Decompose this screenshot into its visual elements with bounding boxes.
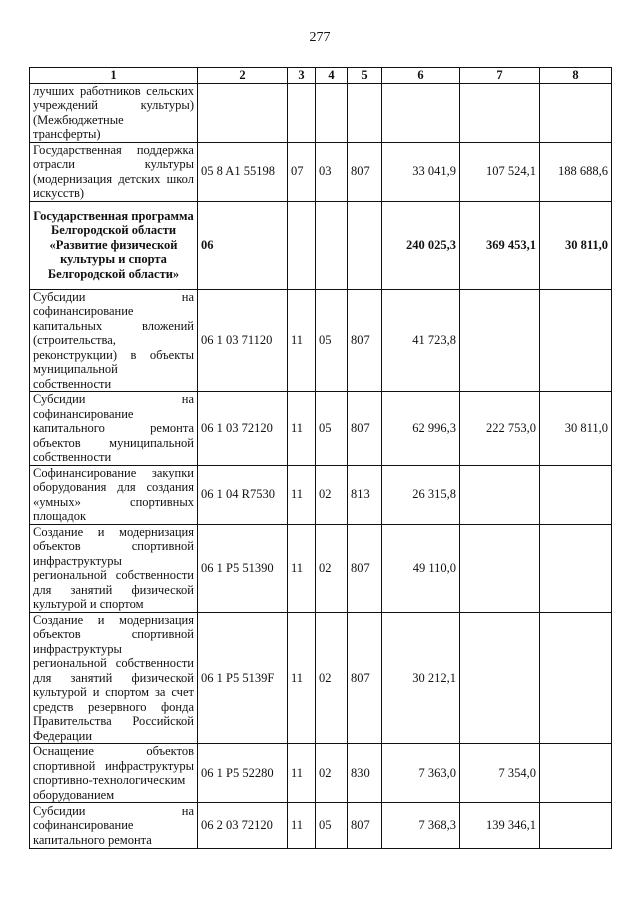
expense-type-code <box>348 83 382 142</box>
amount-col8 <box>540 744 612 803</box>
header-row <box>30 68 612 84</box>
expense-type-code: 807 <box>348 142 382 201</box>
amount-col7 <box>460 83 540 142</box>
amount-col6: 30 212,1 <box>382 612 460 744</box>
row-name: Государственная поддержка отрасли культуры (модернизация детских школ искусств) <box>30 142 198 201</box>
section-code: 11 <box>288 803 316 849</box>
column-header: 5 <box>348 68 382 84</box>
table-row <box>30 83 612 142</box>
section-code: 11 <box>288 289 316 392</box>
amount-col6: 33 041,9 <box>382 142 460 201</box>
section-code: 11 <box>288 744 316 803</box>
budget-table <box>29 67 612 849</box>
amount-col8 <box>540 465 612 524</box>
amount-col6 <box>382 83 460 142</box>
column-header: 8 <box>540 68 612 84</box>
amount-col8 <box>540 289 612 392</box>
expense-type-code: 830 <box>348 744 382 803</box>
amount-col8 <box>540 612 612 744</box>
target-code: 06 1 P5 5139F <box>198 612 288 744</box>
row-name: Оснащение объектов спортивной инфраструктуры спортивно-технологическим оборудованием <box>30 744 198 803</box>
subsection-code <box>316 83 348 142</box>
section-code: 11 <box>288 612 316 744</box>
target-code: 06 1 03 71120 <box>198 289 288 392</box>
amount-col7 <box>460 524 540 612</box>
row-name: Субсидии на софинансирование капитальных вложений (строительства, реконструкции) в объекты муниципальной собственности <box>30 289 198 392</box>
subsection-code: 03 <box>316 142 348 201</box>
table-row <box>30 289 612 392</box>
expense-type-code: 807 <box>348 612 382 744</box>
target-code: 06 1 03 72120 <box>198 392 288 466</box>
column-header: 6 <box>382 68 460 84</box>
amount-col7: 139 346,1 <box>460 803 540 849</box>
amount-col6: 26 315,8 <box>382 465 460 524</box>
row-name: Создание и модернизация объектов спортивной инфраструктуры региональной собственности для занятий физической культурой и спортом за счет средств резервного фонда Правительства Российской Федерации <box>30 612 198 744</box>
row-name: лучших работников сельских учреждений культуры) (Межбюджетные трансферты) <box>30 83 198 142</box>
row-name: Создание и модернизация объектов спортивной инфраструктуры региональной собственности для занятий физической культурой и спортом <box>30 524 198 612</box>
page-number: 277 <box>309 30 331 45</box>
table-row <box>30 392 612 466</box>
table-row <box>30 201 612 289</box>
subsection-code: 05 <box>316 803 348 849</box>
expense-type-code <box>348 201 382 289</box>
section-code: 07 <box>288 142 316 201</box>
table-row <box>30 744 612 803</box>
expense-type-code: 807 <box>348 524 382 612</box>
table-row <box>30 142 612 201</box>
amount-col8 <box>540 83 612 142</box>
amount-col6: 41 723,8 <box>382 289 460 392</box>
subsection-code: 02 <box>316 465 348 524</box>
target-code <box>198 83 288 142</box>
subsection-code: 02 <box>316 524 348 612</box>
table-row <box>30 612 612 744</box>
column-header: 1 <box>30 68 198 84</box>
target-code: 05 8 A1 55198 <box>198 142 288 201</box>
amount-col7 <box>460 612 540 744</box>
target-code: 06 1 P5 51390 <box>198 524 288 612</box>
section-code: 11 <box>288 392 316 466</box>
amount-col6: 240 025,3 <box>382 201 460 289</box>
table-row <box>30 803 612 849</box>
amount-col7: 369 453,1 <box>460 201 540 289</box>
amount-col6: 49 110,0 <box>382 524 460 612</box>
subsection-code: 05 <box>316 392 348 466</box>
column-header: 2 <box>198 68 288 84</box>
subsection-code: 02 <box>316 612 348 744</box>
amount-col7 <box>460 465 540 524</box>
row-name: Субсидии на софинансирование капитального ремонта объектов муниципальной собственности <box>30 392 198 466</box>
amount-col8 <box>540 803 612 849</box>
expense-type-code: 807 <box>348 289 382 392</box>
column-header: 7 <box>460 68 540 84</box>
amount-col8: 30 811,0 <box>540 201 612 289</box>
row-name: Софинансирование закупки оборудования для создания «умных» спортивных площадок <box>30 465 198 524</box>
amount-col6: 62 996,3 <box>382 392 460 466</box>
expense-type-code: 807 <box>348 803 382 849</box>
section-code <box>288 83 316 142</box>
target-code: 06 1 04 R7530 <box>198 465 288 524</box>
target-code: 06 1 P5 52280 <box>198 744 288 803</box>
amount-col6: 7 363,0 <box>382 744 460 803</box>
column-header: 4 <box>316 68 348 84</box>
section-code: 11 <box>288 465 316 524</box>
column-header: 3 <box>288 68 316 84</box>
amount-col8: 188 688,6 <box>540 142 612 201</box>
amount-col7: 7 354,0 <box>460 744 540 803</box>
section-code: 11 <box>288 524 316 612</box>
subsection-code: 05 <box>316 289 348 392</box>
row-name: Субсидии на софинансирование капитального ремонта <box>30 803 198 849</box>
expense-type-code: 813 <box>348 465 382 524</box>
amount-col7: 107 524,1 <box>460 142 540 201</box>
amount-col7 <box>460 289 540 392</box>
target-code: 06 2 03 72120 <box>198 803 288 849</box>
amount-col8: 30 811,0 <box>540 392 612 466</box>
section-code <box>288 201 316 289</box>
amount-col7: 222 753,0 <box>460 392 540 466</box>
amount-col6: 7 368,3 <box>382 803 460 849</box>
table-row <box>30 524 612 612</box>
subsection-code: 02 <box>316 744 348 803</box>
amount-col8 <box>540 524 612 612</box>
expense-type-code: 807 <box>348 392 382 466</box>
target-code: 06 <box>198 201 288 289</box>
row-name: Государственная программа Белгородской области «Развитие физической культуры и спорта Белгородской области» <box>30 201 198 289</box>
table-row <box>30 465 612 524</box>
subsection-code <box>316 201 348 289</box>
